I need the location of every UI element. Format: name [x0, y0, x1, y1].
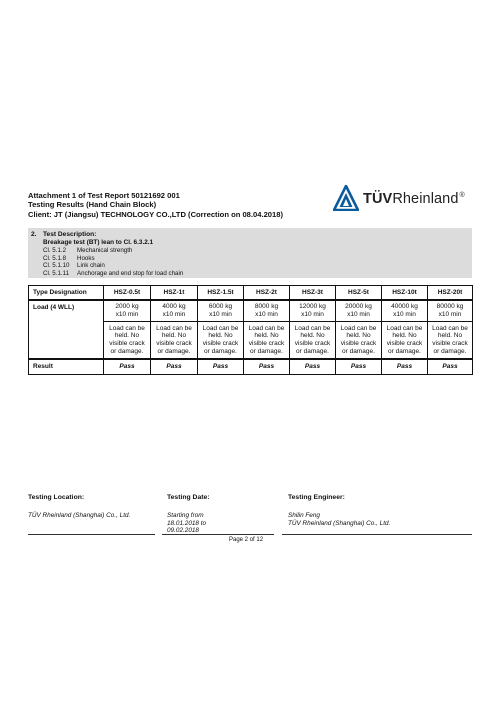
load-cell: 40000 kg x10 min [382, 300, 428, 322]
model-header: HSZ-1.5t [198, 286, 244, 301]
logo-wordmark: TÜVRheinland® [363, 191, 465, 207]
results-table [28, 285, 473, 375]
model-header: HSZ-3t [290, 286, 336, 301]
result-cell: Pass [198, 359, 244, 375]
load-cell: 12000 kg x10 min [290, 300, 336, 322]
test-name: Breakage test (BT) lean to Cl. 6.3.2.1 [43, 239, 154, 246]
date-underline [162, 534, 274, 535]
testing-engineer-value: Shilin Feng TÜV Rheinland (Shanghai) Co., Ltd. [288, 512, 391, 527]
section-title: Test Description: [43, 231, 97, 238]
condition-cell: Load can be held. No visible crack or damage. [244, 322, 290, 360]
load-cell: 80000 kg x10 min [428, 300, 473, 322]
location-underline [28, 534, 155, 535]
clause-row: Cl. 5.1.2 Mechanical strength [43, 247, 133, 254]
condition-cell: Load can be held. No visible crack or damage. [290, 322, 336, 360]
table-header-row [29, 286, 473, 301]
report-subtitle: Testing Results (Hand Chain Block) [28, 200, 157, 210]
table-row-result [29, 359, 473, 375]
result-cell: Pass [244, 359, 290, 375]
condition-cell: Load can be held. No visible crack or damage. [382, 322, 428, 360]
triangle-logo-icon [333, 185, 359, 211]
result-cell: Pass [336, 359, 382, 375]
condition-cell: Load can be held. No visible crack or damage. [151, 322, 198, 360]
model-header: HSZ-1t [151, 286, 198, 301]
report-title: Attachment 1 of Test Report 50121692 001 [28, 191, 180, 200]
model-header: HSZ-0.5t [104, 286, 151, 301]
load-cell: 4000 kg x10 min [151, 300, 198, 322]
load-label: Load (4 WLL) [29, 300, 104, 359]
result-cell: Pass [151, 359, 198, 375]
testing-engineer-label: Testing Engineer: [288, 494, 345, 501]
section-number: 2. [31, 231, 37, 238]
table-row-load [29, 300, 473, 322]
load-cell: 2000 kg x10 min [104, 300, 151, 322]
report-header [28, 191, 328, 219]
condition-cell: Load can be held. No visible crack or damage. [428, 322, 473, 360]
clause-row: Cl. 5.1.11 Anchorage and end stop for load chain [43, 269, 184, 277]
result-cell: Pass [428, 359, 473, 375]
page-number: Page 2 of 12 [229, 537, 264, 543]
engineer-underline [282, 534, 472, 535]
clause-row: Cl. 5.1.10 Link chain [43, 262, 105, 269]
testing-location-label: Testing Location: [28, 494, 85, 501]
result-cell: Pass [382, 359, 428, 375]
type-designation-label: Type Designation [29, 286, 104, 301]
result-label: Result [29, 359, 104, 375]
testing-location-value: TÜV Rheinland (Shanghai) Co., Ltd. [28, 512, 131, 519]
testing-date-value: Starting from 18.01.2018 to 09.02.2018 [167, 512, 207, 535]
tuv-rheinland-logo [333, 185, 473, 213]
condition-cell: Load can be held. No visible crack or damage. [198, 322, 244, 360]
load-cell: 6000 kg x10 min [198, 300, 244, 322]
result-cell: Pass [104, 359, 151, 375]
condition-cell: Load can be held. No visible crack or damage. [104, 322, 151, 360]
test-description-block [28, 228, 472, 278]
load-cell: 20000 kg x10 min [336, 300, 382, 322]
load-cell: 8000 kg x10 min [244, 300, 290, 322]
model-header: HSZ-20t [428, 286, 473, 301]
condition-cell: Load can be held. No visible crack or damage. [336, 322, 382, 360]
result-cell: Pass [290, 359, 336, 375]
model-header: HSZ-5t [336, 286, 382, 301]
client-line: Client: JT (Jiangsu) TECHNOLOGY CO.,LTD (Correction on 08.04.2018) [28, 209, 283, 219]
model-header: HSZ-10t [382, 286, 428, 301]
clause-row: Cl. 5.1.8 Hooks [43, 254, 95, 262]
model-header: HSZ-2t [244, 286, 290, 301]
testing-date-label: Testing Date: [167, 494, 210, 501]
